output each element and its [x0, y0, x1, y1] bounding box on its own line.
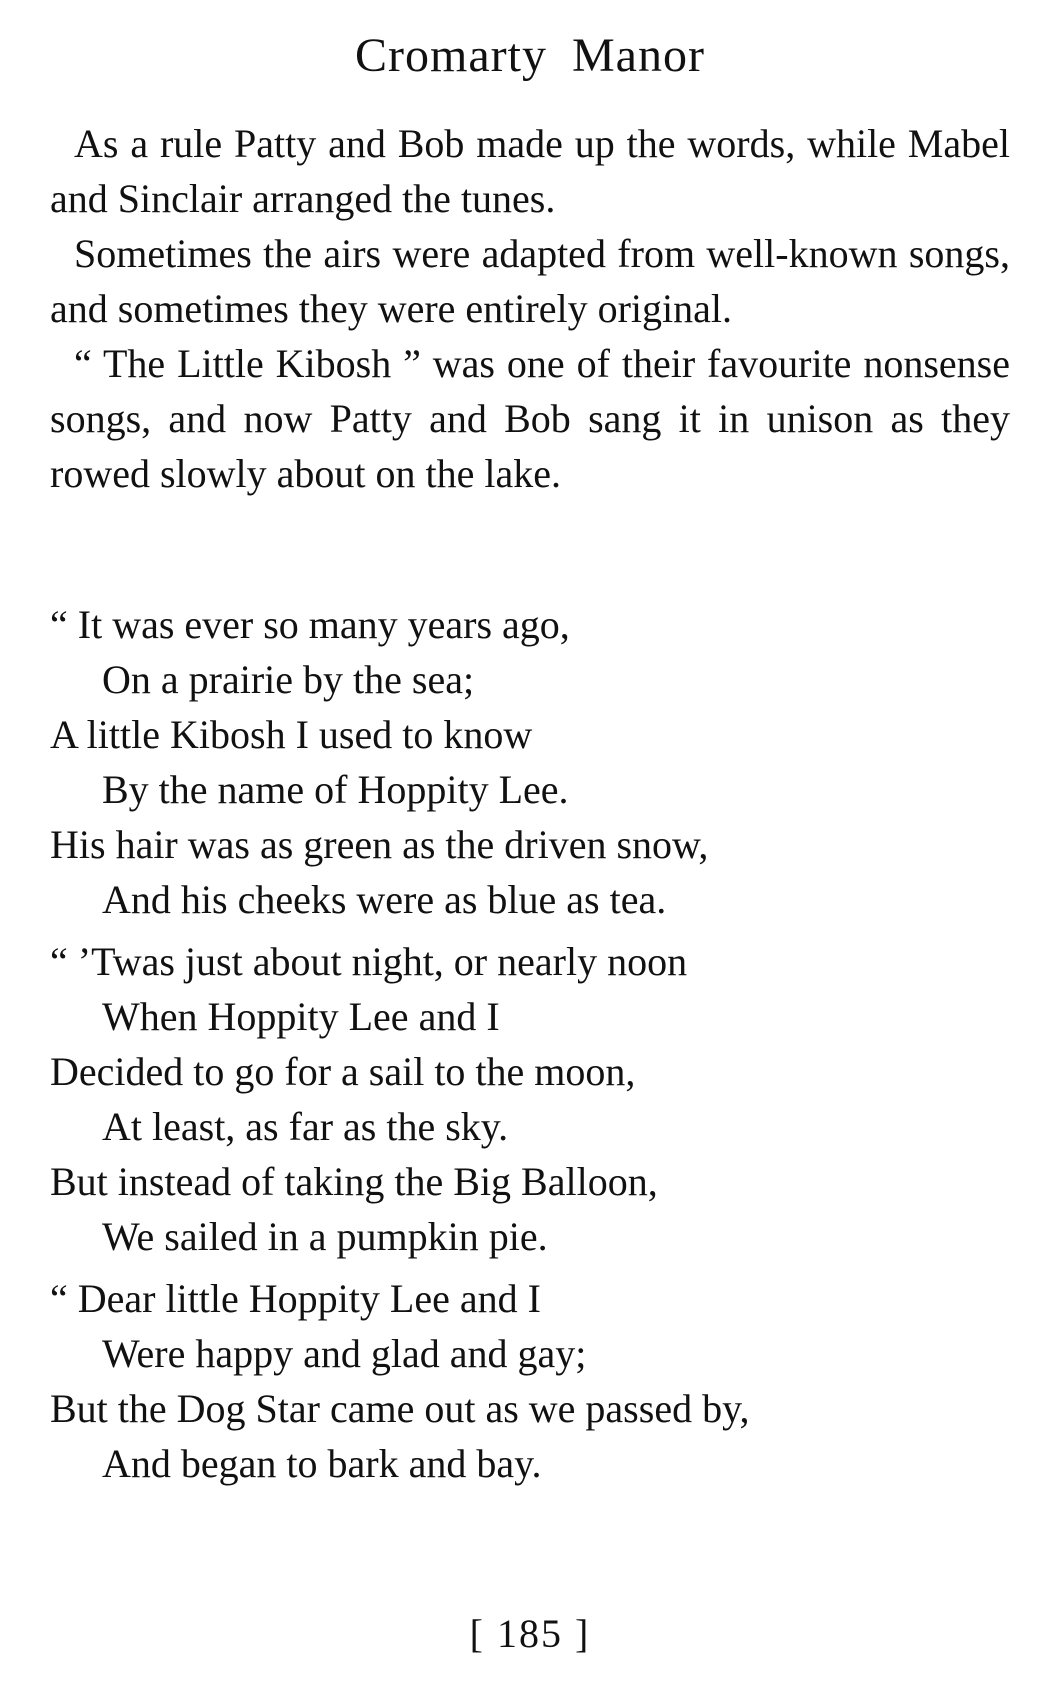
verse-line: But the Dog Star came out as we passed by, — [50, 1386, 750, 1431]
prose-paragraph: Sometimes the airs were adapted from well-known songs, and sometimes they were entirely original. — [50, 231, 1010, 331]
verse-line: We sailed in a pumpkin pie. — [102, 1214, 548, 1259]
verse-line: By the name of Hoppity Lee. — [102, 767, 569, 812]
verse-line: And his cheeks were as blue as tea. — [102, 877, 667, 922]
verse-line: A little Kibosh I used to know — [50, 712, 533, 757]
verse-line: “ Dear little Hoppity Lee and I — [50, 1276, 541, 1321]
verse-line: At least, as far as the sky. — [102, 1104, 509, 1149]
verse-line: “ It was ever so many years ago, — [50, 602, 570, 647]
verse-line: Were happy and glad and gay; — [102, 1331, 587, 1376]
verse-line: “ ’Twas just about night, or nearly noon — [50, 939, 688, 984]
verse-stanza-3 — [50, 1271, 1010, 1491]
running-head-title: Cromarty Manor — [355, 29, 705, 82]
verse-line: And began to bark and bay. — [102, 1441, 542, 1486]
verse-line: Decided to go for a sail to the moon, — [50, 1049, 636, 1094]
verse-line: When Hoppity Lee and I — [102, 994, 500, 1039]
prose-section — [50, 116, 1010, 501]
verse-stanza-2 — [50, 934, 1010, 1264]
verse-line: But instead of taking the Big Balloon, — [50, 1159, 658, 1204]
page-number: [ 185 ] — [469, 1611, 591, 1656]
verse-line: On a prairie by the sea; — [102, 657, 475, 702]
verse-stanza-1 — [50, 597, 1010, 927]
prose-paragraph: “ The Little Kibosh ” was one of their favourite nonsense songs, and now Patty and Bob sang it in unison as they rowed slowly about on the lake. — [50, 341, 1010, 496]
prose-paragraph: As a rule Patty and Bob made up the words, while Mabel and Sinclair arranged the tunes. — [50, 121, 1010, 221]
verse-line: His hair was as green as the driven snow, — [50, 822, 709, 867]
